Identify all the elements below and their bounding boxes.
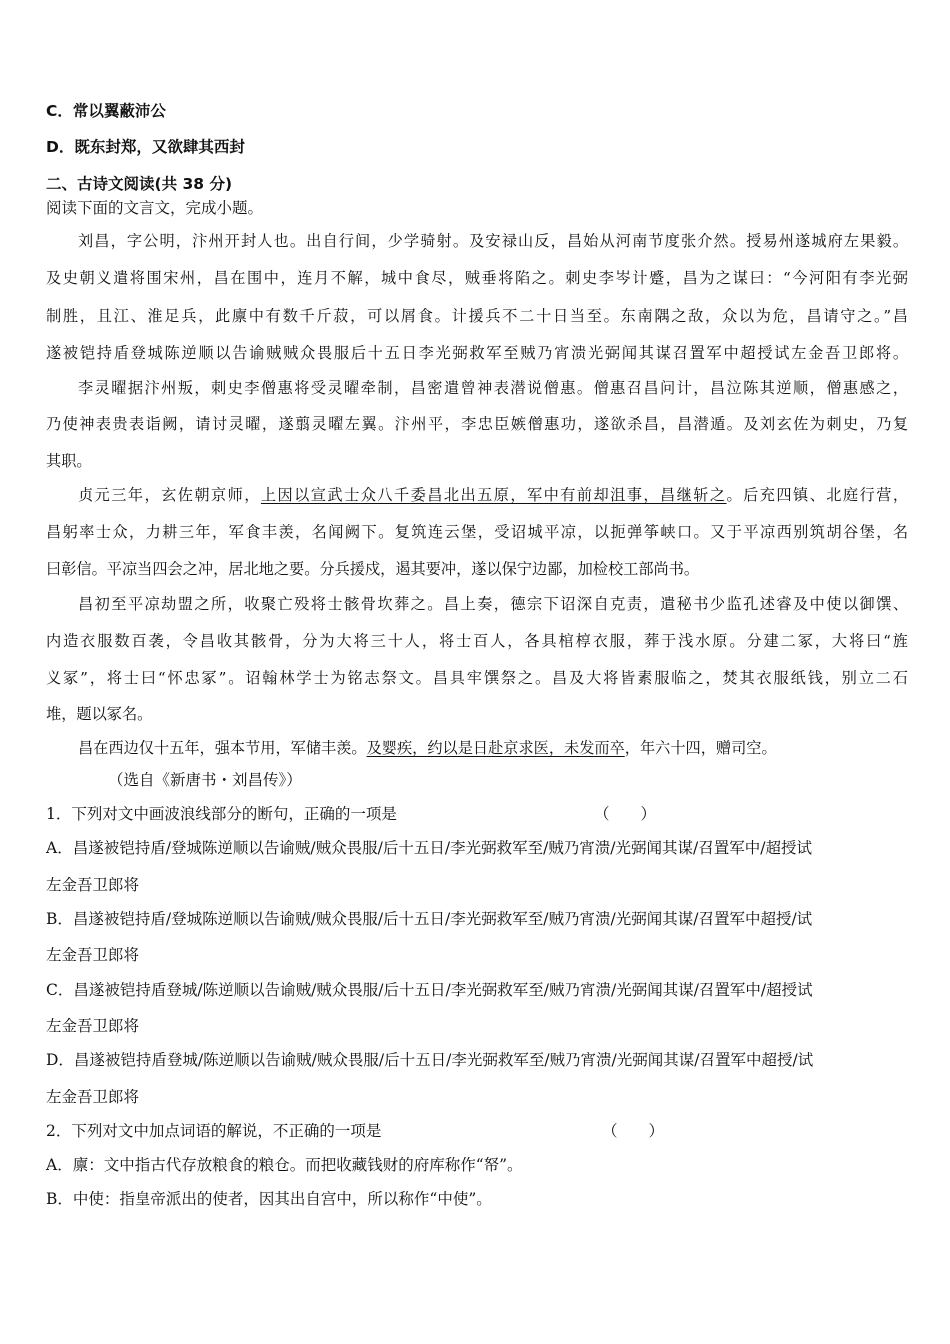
section-title: 二、古诗文阅读(共 38 分)	[46, 175, 233, 193]
passage-text: ，年六十四，赠司空。	[624, 739, 777, 757]
question-1-option-a: A．昌遂被铠持盾/登城陈逆顺以告谕贼/贼众畏服/后十五日/李光弼救军至/贼乃宵溃/光弼闻其谋/召置军中/超授试	[46, 839, 812, 857]
question-2-stem: 2．下列对文中加点词语的解说，不正确的一项是	[46, 1122, 382, 1140]
passage-text: 。后充四镇、北庭行营，	[726, 486, 909, 504]
passage-line: 及史朝义遣将围宋州，昌在围中，连月不解，城中食尽，贼垂将陷之。刺史李岑计蹙，昌为之谋曰：“今河阳有李光弼	[46, 269, 908, 287]
passage-line: 刘昌，字公明，汴州开封人也。出自行间，少学骑射。及安禄山反，昌始从河南节度张介然。授易州遂城府左果毅。	[78, 232, 908, 250]
passage-wavy-line: 遂被铠持盾登城陈逆顺以告谕贼贼众畏服后十五日李光弼救军至贼乃宵溃光弼闻其谋召置军中超授试左金吾卫郎将。	[46, 344, 908, 362]
question-2-answer-paren: （ ）	[602, 1122, 665, 1140]
question-1-option-b: B．昌遂被铠持盾/登城陈逆顺以告谕贼/贼众畏服/后十五日/李光弼救军至/贼乃宵溃/光弼闻其谋/召置军中超授/试	[46, 910, 813, 928]
underlined-sentence-1: 上因以宣武士众八千委昌北出五原，军中有前却沮事，昌继斩之	[260, 486, 727, 504]
question-1-option-b-cont: 左金吾卫郎将	[46, 946, 140, 964]
passage-line-with-underline	[78, 484, 908, 506]
question-2-option-b: B．中使：指皇帝派出的使者，因其出自宫中，所以称作“中使”。	[46, 1190, 492, 1208]
passage-text: 贞元三年，玄佐朝京师，	[78, 486, 261, 504]
passage-line-with-underline	[78, 737, 904, 759]
question-1-option-c-cont: 左金吾卫郎将	[46, 1017, 140, 1035]
passage-line: 内造衣服数百袭，令昌收其骸骨，分为大将三十人，将士百人，各具棺椁衣服，葬于浅水原。分建二冢，大将曰“旌	[46, 632, 908, 650]
question-1-option-d-cont: 左金吾卫郎将	[46, 1088, 140, 1106]
passage-line: 昌躬率士众，力耕三年，军食丰羡，名闻阙下。复筑连云堡，受诏城平凉，以扼弹筝峡口。又于平凉西别筑胡谷堡，名	[46, 523, 908, 541]
passage-line: 李灵曜据汴州叛，刺史李僧惠将受灵曜牵制，昌密遣曾神表潜说僧惠。僧惠召昌问计，昌泣陈其逆顺，僧惠感之，	[78, 379, 908, 397]
question-2-option-a: A．廪：文中指古代存放粮食的粮仓。而把收藏钱财的府库称作“帑”。	[46, 1156, 523, 1174]
passage-line: 制胜，且江、淮足兵，此廪中有数千斤菽，可以屑食。计援兵不二十日当至。东南隅之敌，众以为危，昌请守之。”昌	[46, 307, 908, 325]
passage-source: （选自《新唐书・刘昌传》）	[108, 771, 302, 789]
passage-line: 乃使神表贵表诣阙，请讨灵曜，遂翦灵曜左翼。汴州平，李忠臣嫉僧惠功，遂欲杀昌，昌潜遁。及刘玄佐为刺史，乃复	[46, 415, 908, 433]
passage-line: 堆，题以冢名。	[46, 705, 153, 723]
passage-line: 义冢”，将士曰“怀忠冢”。诏翰林学士为铭志祭文。昌具牢馔祭之。昌及大将皆素服临之，焚其衣服纸钱，别立二石	[46, 669, 908, 687]
passage-line: 昌初至平凉劫盟之所，收聚亡殁将士骸骨坎葬之。昌上奏，德宗下诏深自克责，遣秘书少监孔述睿及中使以御馔、	[78, 595, 908, 613]
prev-option-c: C．常以翼蔽沛公	[46, 102, 166, 120]
question-1-option-c: C．昌遂被铠持盾登城/陈逆顺以告谕贼/贼众畏服/后十五日/李光弼救军至/贼乃宵溃/光弼闻其谋/召置军中/超授试	[46, 981, 813, 999]
question-1-stem: 1．下列对文中画波浪线部分的断句，正确的一项是	[46, 805, 397, 823]
question-1-answer-paren: （ ）	[594, 805, 657, 823]
question-1-option-a-cont: 左金吾卫郎将	[46, 876, 140, 894]
passage-text: 昌在西边仅十五年，强本节用，军储丰羡。	[78, 739, 367, 757]
prev-option-d: D．既东封郑，又欲肆其西封	[46, 138, 245, 156]
passage-line: 其职。	[46, 452, 92, 470]
question-1-option-d: D．昌遂被铠持盾登城/陈逆顺以告谕贼/贼众畏服/后十五日/李光弼救军至/贼乃宵溃/光弼闻其谋/召置军中超授/试	[46, 1051, 814, 1069]
passage-line: 曰彰信。平凉当四会之冲，居北地之要。分兵援戍，遏其要冲，遂以保宁边鄙，加检校工部尚书。	[46, 560, 700, 578]
underlined-sentence-2: 及婴疾，约以是日赴京求医，未发而卒	[366, 739, 625, 757]
section-instruction: 阅读下面的文言文，完成小题。	[46, 199, 264, 217]
